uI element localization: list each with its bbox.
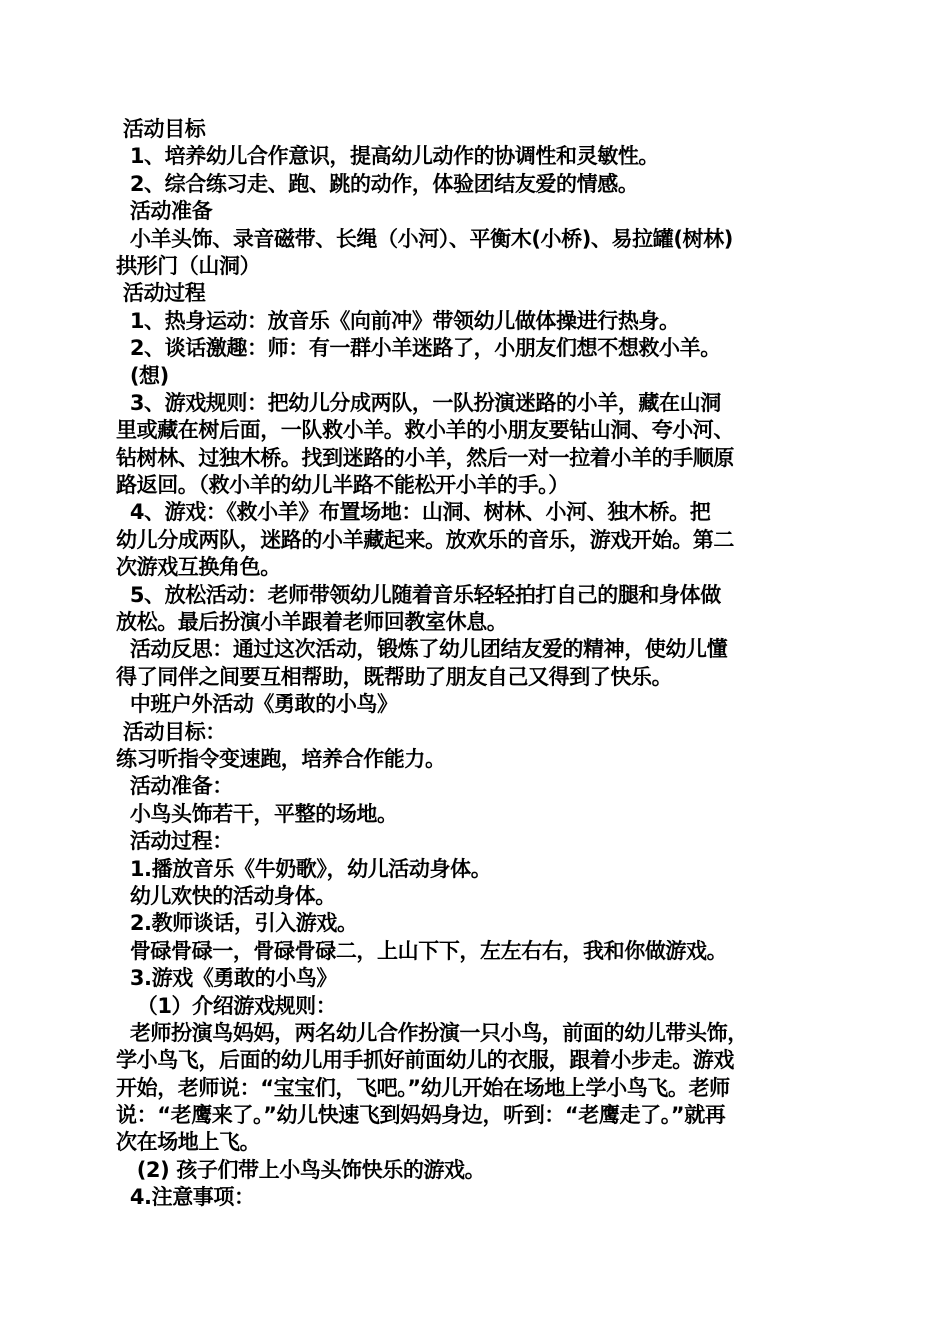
text-line: 3.游戏《勇敢的小鸟》 (116, 966, 338, 991)
text-line: 活动过程 (116, 281, 206, 306)
text-line: 骨碌骨碌一，骨碌骨碌二，上山下下，左左右右，我和你做游戏。 (116, 938, 728, 963)
text-line: 小羊头饰、录音磁带、长绳（小河）、平衡木(小桥)、易拉罐(树林) (116, 226, 733, 251)
text-line: (想) (116, 363, 169, 388)
text-line: 4.注意事项： (116, 1185, 255, 1210)
text-line: 活动目标： (116, 719, 226, 744)
text-line: 放松。最后扮演小羊跟着老师回教室休息。 (116, 610, 508, 635)
text-line: 小鸟头饰若干，平整的场地。 (116, 801, 398, 826)
text-line: 练习听指令变速跑，培养合作能力。 (116, 746, 446, 771)
text-line: 得了同伴之间要互相帮助，既帮助了朋友自己又得到了快乐。 (116, 664, 673, 689)
text-line: 活动准备： (116, 774, 233, 799)
text-line: 次在场地上飞。 (116, 1130, 261, 1155)
section-title: 中班户外活动《勇敢的小鸟》 (116, 692, 398, 717)
text-line: 1.播放音乐《牛奶歌》，幼儿活动身体。 (116, 856, 492, 881)
text-line: 3、游戏规则：把幼儿分成两队，一队扮演迷路的小羊，藏在山洞 (116, 390, 721, 415)
text-line: 开始，老师说：“宝宝们，飞吧。”幼儿开始在场地上学小鸟飞。老师 (116, 1075, 730, 1100)
text-line: 钻树林、过独木桥。找到迷路的小羊，然后一对一拉着小羊的手顺原 (116, 445, 734, 470)
text-line: 次游戏互换角色。 (116, 555, 281, 580)
text-line: 2.教师谈话，引入游戏。 (116, 911, 358, 936)
text-line: （1）介绍游戏规则： (116, 993, 337, 1018)
text-line: 活动准备 (116, 199, 213, 224)
text-line: 1、热身运动：放音乐《向前冲》带领幼儿做体操进行热身。 (116, 308, 680, 333)
text-line: 拱形门（山洞） (116, 253, 261, 278)
text-line: 幼儿欢快的活动身体。 (116, 883, 336, 908)
text-line: 学小鸟飞，后面的幼儿用手抓好前面幼儿的衣服，跟着小步走。游戏 (116, 1048, 734, 1073)
text-line: 2、综合练习走、跑、跳的动作，体验团结友爱的情感。 (116, 171, 639, 196)
document-body (116, 116, 838, 1212)
text-line: 路返回。（救小羊的幼儿半路不能松开小羊的手。） (116, 473, 569, 498)
text-line: 活动过程： (116, 829, 233, 854)
text-line: 幼儿分成两队，迷路的小羊藏起来。放欢乐的音乐，游戏开始。第二 (116, 527, 734, 552)
text-line: (2) 孩子们带上小鸟头饰快乐的游戏。 (116, 1157, 486, 1182)
text-line: 里或藏在树后面，一队救小羊。救小羊的小朋友要钻山洞、夸小河、 (116, 418, 734, 443)
text-line: 活动目标 (116, 117, 206, 141)
text-line: 5、放松活动：老师带领幼儿随着音乐轻轻拍打自己的腿和身体做 (116, 582, 721, 607)
text-line: 2、谈话激趣：师：有一群小羊迷路了，小朋友们想不想救小羊。 (116, 336, 721, 361)
text-line: 说：“老鹰来了。”幼儿快速飞到妈妈身边，听到：“老鹰走了。”就再 (116, 1103, 726, 1128)
text-line: 4、游戏：《救小羊》布置场地：山洞、树林、小河、独木桥。把 (116, 500, 711, 525)
text-line: 1、培养幼儿合作意识，提高幼儿动作的协调性和灵敏性。 (116, 144, 660, 169)
text-line: 老师扮演鸟妈妈，两名幼儿合作扮演一只小鸟，前面的幼儿带头饰， (116, 1020, 748, 1045)
text-line: 活动反思：通过这次活动，锻炼了幼儿团结友爱的精神，使幼儿懂 (116, 637, 728, 662)
